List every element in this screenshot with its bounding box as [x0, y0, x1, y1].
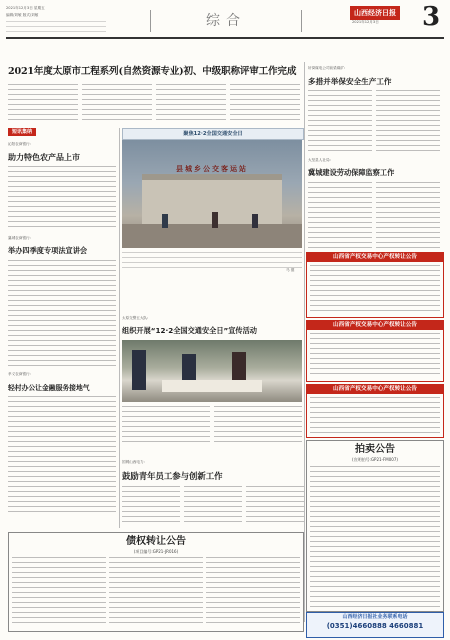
auction-number: (宣明拍号:GP21-FM007) [352, 457, 398, 462]
lead-headline: 2021年度太原市工程系列(自然资源专业)初、中级职称评审工作完成 [8, 66, 297, 77]
short-news-title-2: 举办四季度专项法宣讲会 [8, 246, 88, 255]
notice-title-2: 山西省产权交易中心产权转让公告 [307, 321, 443, 330]
service-ad-title: 山西经济日报社业务联系电话 [342, 614, 408, 620]
bond-body-col3 [206, 557, 300, 627]
paper-date: 2021年12月3日 [352, 20, 379, 24]
right-body-2a [308, 182, 372, 248]
service-ad [306, 612, 444, 638]
bond-number: (项目编号:GP21-JR016) [133, 549, 179, 554]
auction-body [310, 466, 440, 608]
bond-body-col1 [12, 557, 106, 627]
right-kicker-2: 大坚县人社局: [308, 158, 331, 162]
right-title-2: 冀城建设劳动保障监察工作 [308, 168, 395, 177]
lead-body-col2 [82, 84, 152, 124]
short-news-title-1: 助力特色农产品上市 [8, 153, 80, 162]
traffic-kicker: 太原交警五大队: [122, 316, 149, 320]
notice-box-2 [306, 320, 444, 382]
person-figure [162, 214, 168, 228]
bond-body-col2 [109, 557, 203, 627]
short-news-body-3 [8, 396, 116, 514]
traffic-headline: 组织开展“12·2全国交通安全日”宣传活动 [122, 326, 257, 335]
person-figure [212, 212, 218, 228]
notice-body-1 [310, 265, 440, 313]
info-table [162, 380, 262, 392]
column-divider [304, 62, 305, 622]
short-news-kicker-2: 襄城农商银行: [8, 236, 31, 240]
masthead-meta-2: 编辑/刘敏 版式/刘敏 [6, 13, 39, 17]
traffic-body-col1 [122, 406, 210, 446]
traffic-police-photo [122, 340, 302, 402]
right-title-1: 多措并举保安全生产工作 [308, 77, 392, 86]
lead-body-col4 [230, 84, 300, 124]
section-title: 综合 [206, 13, 246, 29]
column-divider [119, 128, 120, 528]
power-body-col3 [246, 486, 304, 526]
paper-name: 山西经济日报 [350, 6, 400, 20]
photo-banner-text: 聚焦12·2全国交通安全日 [183, 131, 243, 137]
auction-title: 拍卖公告 [355, 444, 395, 455]
section-header [150, 10, 302, 32]
power-body-col2 [184, 486, 242, 526]
notice-title-3: 山西省产权交易中心产权转让公告 [307, 385, 443, 394]
service-ad-phone: (0351)4660888 4660881 [326, 622, 424, 630]
right-kicker-1: 轩岗煤电公司前梁煤矿: [308, 66, 346, 70]
short-news-kicker-3: 孝义农商银行: [8, 372, 31, 376]
photo-byline: 马 德 [286, 268, 295, 272]
bus-station-photo [122, 140, 302, 248]
traffic-body-col2 [214, 406, 302, 446]
notice-box-1 [306, 252, 444, 318]
masthead-meta-1: 2021年12月3日 星期五 [6, 6, 45, 10]
power-body-col1 [122, 486, 180, 526]
bond-title: 债权转让公告 [126, 536, 186, 547]
masthead-rule [6, 37, 444, 39]
power-headline: 鼓励青年员工参与创新工作 [122, 471, 223, 481]
notice-body-2 [310, 333, 440, 377]
masthead-meta-lines [6, 21, 106, 35]
right-body-2b [376, 182, 440, 248]
notice-title-1: 山西省产权交易中心产权转让公告 [307, 253, 443, 262]
right-body-1a [308, 90, 372, 152]
notice-body-3 [310, 397, 440, 433]
photo-caption [122, 252, 302, 272]
notice-box-3 [306, 384, 444, 438]
lead-body-col1 [8, 84, 78, 124]
power-kicker: 国网山西电力: [122, 460, 145, 464]
officer-figure [132, 350, 146, 390]
short-news-body-2 [8, 260, 116, 368]
photo-banner [122, 128, 304, 140]
short-news-kicker-1: 沁阳农商银行: [8, 142, 31, 146]
lead-body-col3 [156, 84, 226, 124]
bond-notice [8, 532, 304, 632]
person-figure [252, 214, 258, 228]
short-news-body-1 [8, 166, 116, 230]
short-news-tag: 短讯集纳 [8, 128, 36, 136]
right-body-1b [376, 90, 440, 152]
station-sign: 县城乡公交客运站 [176, 165, 248, 173]
auction-notice [306, 440, 444, 612]
short-news-title-3: 轻村办公让金融服务接地气 [8, 384, 90, 392]
page-number: 3 [422, 2, 441, 32]
